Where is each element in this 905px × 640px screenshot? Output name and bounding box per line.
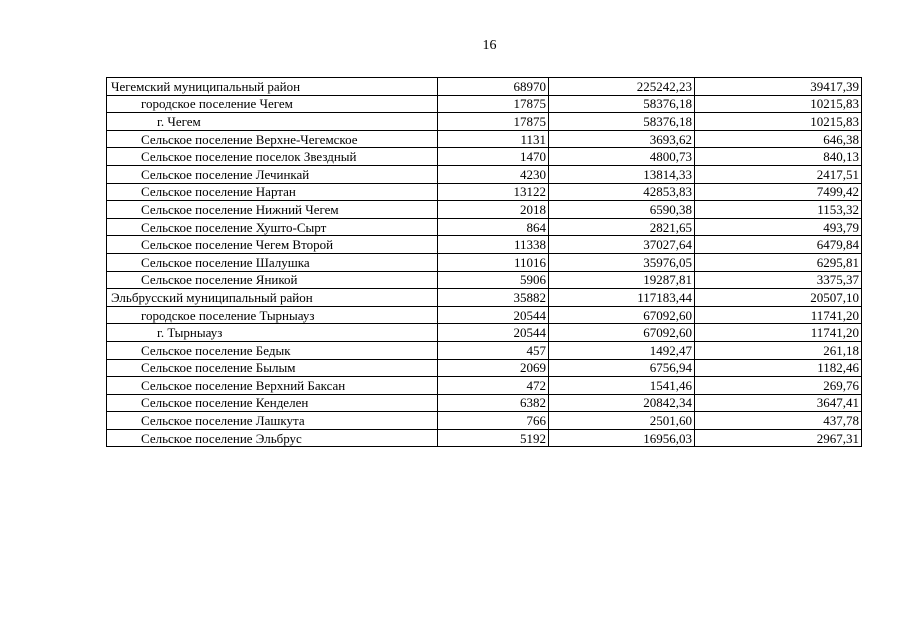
value-cell-col1: 11338 xyxy=(438,236,549,254)
table-body xyxy=(107,78,862,447)
settlement-name-cell: городское поселение Тырныауз xyxy=(107,306,438,324)
value-cell-col1: 13122 xyxy=(438,183,549,201)
value-cell-col2: 1492,47 xyxy=(549,341,695,359)
page-number: 16 xyxy=(482,38,497,53)
value-cell-col3: 10215,83 xyxy=(695,113,862,131)
settlement-name-cell: Сельское поселение Нартан xyxy=(107,183,438,201)
value-cell-col3: 11741,20 xyxy=(695,306,862,324)
value-cell-col1: 68970 xyxy=(438,78,549,96)
value-cell-col2: 67092,60 xyxy=(549,306,695,324)
table-row xyxy=(107,253,862,271)
value-cell-col1: 1131 xyxy=(438,130,549,148)
table-row xyxy=(107,324,862,342)
value-cell-col1: 1470 xyxy=(438,148,549,166)
value-cell-col1: 766 xyxy=(438,412,549,430)
value-cell-col1: 5192 xyxy=(438,429,549,447)
value-cell-col2: 19287,81 xyxy=(549,271,695,289)
value-cell-col3: 1153,32 xyxy=(695,201,862,219)
table-row xyxy=(107,113,862,131)
value-cell-col3: 7499,42 xyxy=(695,183,862,201)
settlement-name-cell: Чегемский муниципальный район xyxy=(107,78,438,96)
value-cell-col1: 11016 xyxy=(438,253,549,271)
value-cell-col2: 42853,83 xyxy=(549,183,695,201)
value-cell-col2: 58376,18 xyxy=(549,113,695,131)
settlement-name-cell: Сельское поселение поселок Звездный xyxy=(107,148,438,166)
value-cell-col3: 2967,31 xyxy=(695,429,862,447)
settlement-name-cell: Сельское поселение Чегем Второй xyxy=(107,236,438,254)
value-cell-col3: 437,78 xyxy=(695,412,862,430)
value-cell-col1: 17875 xyxy=(438,95,549,113)
value-cell-col3: 3375,37 xyxy=(695,271,862,289)
table-row xyxy=(107,148,862,166)
settlement-name-cell: Сельское поселение Верхне-Чегемское xyxy=(107,130,438,148)
value-cell-col2: 4800,73 xyxy=(549,148,695,166)
value-cell-col1: 17875 xyxy=(438,113,549,131)
value-cell-col3: 10215,83 xyxy=(695,95,862,113)
table-row xyxy=(107,183,862,201)
settlement-name-cell: Эльбрусский муниципальный район xyxy=(107,289,438,307)
value-cell-col2: 35976,05 xyxy=(549,253,695,271)
table-row xyxy=(107,201,862,219)
table-row xyxy=(107,130,862,148)
value-cell-col2: 6756,94 xyxy=(549,359,695,377)
table-row xyxy=(107,78,862,96)
value-cell-col1: 35882 xyxy=(438,289,549,307)
table-row xyxy=(107,306,862,324)
value-cell-col2: 58376,18 xyxy=(549,95,695,113)
value-cell-col3: 3647,41 xyxy=(695,394,862,412)
settlement-name-cell: Сельское поселение Хушто-Сырт xyxy=(107,218,438,236)
settlement-name-cell: г. Чегем xyxy=(107,113,438,131)
value-cell-col1: 2069 xyxy=(438,359,549,377)
value-cell-col1: 864 xyxy=(438,218,549,236)
value-cell-col3: 11741,20 xyxy=(695,324,862,342)
table-row xyxy=(107,271,862,289)
settlement-name-cell: Сельское поселение Бедык xyxy=(107,341,438,359)
table-row xyxy=(107,95,862,113)
value-cell-col3: 840,13 xyxy=(695,148,862,166)
settlement-name-cell: Сельское поселение Лечинкай xyxy=(107,165,438,183)
table-row xyxy=(107,236,862,254)
settlement-name-cell: Сельское поселение Яникой xyxy=(107,271,438,289)
value-cell-col2: 3693,62 xyxy=(549,130,695,148)
table-row xyxy=(107,412,862,430)
value-cell-col2: 13814,33 xyxy=(549,165,695,183)
table-row xyxy=(107,394,862,412)
value-cell-col3: 6479,84 xyxy=(695,236,862,254)
value-cell-col2: 2821,65 xyxy=(549,218,695,236)
value-cell-col2: 6590,38 xyxy=(549,201,695,219)
settlement-name-cell: Сельское поселение Шалушка xyxy=(107,253,438,271)
value-cell-col3: 1182,46 xyxy=(695,359,862,377)
value-cell-col1: 20544 xyxy=(438,306,549,324)
table-row xyxy=(107,289,862,307)
settlement-name-cell: Сельское поселение Лашкута xyxy=(107,412,438,430)
settlement-name-cell: Сельское поселение Нижний Чегем xyxy=(107,201,438,219)
table-row xyxy=(107,218,862,236)
value-cell-col2: 16956,03 xyxy=(549,429,695,447)
value-cell-col2: 2501,60 xyxy=(549,412,695,430)
data-table xyxy=(106,77,862,447)
settlement-name-cell: Сельское поселение Верхний Баксан xyxy=(107,377,438,395)
table-row xyxy=(107,341,862,359)
settlement-name-cell: Сельское поселение Кенделен xyxy=(107,394,438,412)
value-cell-col3: 261,18 xyxy=(695,341,862,359)
value-cell-col2: 1541,46 xyxy=(549,377,695,395)
table-row xyxy=(107,429,862,447)
value-cell-col3: 269,76 xyxy=(695,377,862,395)
value-cell-col2: 67092,60 xyxy=(549,324,695,342)
value-cell-col1: 4230 xyxy=(438,165,549,183)
value-cell-col2: 20842,34 xyxy=(549,394,695,412)
table-row xyxy=(107,377,862,395)
settlement-name-cell: Сельское поселение Эльбрус xyxy=(107,429,438,447)
value-cell-col3: 20507,10 xyxy=(695,289,862,307)
value-cell-col1: 472 xyxy=(438,377,549,395)
table-row xyxy=(107,359,862,377)
value-cell-col1: 2018 xyxy=(438,201,549,219)
value-cell-col2: 37027,64 xyxy=(549,236,695,254)
value-cell-col3: 493,79 xyxy=(695,218,862,236)
value-cell-col2: 117183,44 xyxy=(549,289,695,307)
value-cell-col1: 6382 xyxy=(438,394,549,412)
settlement-name-cell: г. Тырныауз xyxy=(107,324,438,342)
value-cell-col1: 5906 xyxy=(438,271,549,289)
value-cell-col3: 2417,51 xyxy=(695,165,862,183)
settlement-name-cell: городское поселение Чегем xyxy=(107,95,438,113)
value-cell-col1: 457 xyxy=(438,341,549,359)
settlement-name-cell: Сельское поселение Былым xyxy=(107,359,438,377)
value-cell-col3: 39417,39 xyxy=(695,78,862,96)
value-cell-col3: 6295,81 xyxy=(695,253,862,271)
value-cell-col1: 20544 xyxy=(438,324,549,342)
value-cell-col2: 225242,23 xyxy=(549,78,695,96)
value-cell-col3: 646,38 xyxy=(695,130,862,148)
table-row xyxy=(107,165,862,183)
